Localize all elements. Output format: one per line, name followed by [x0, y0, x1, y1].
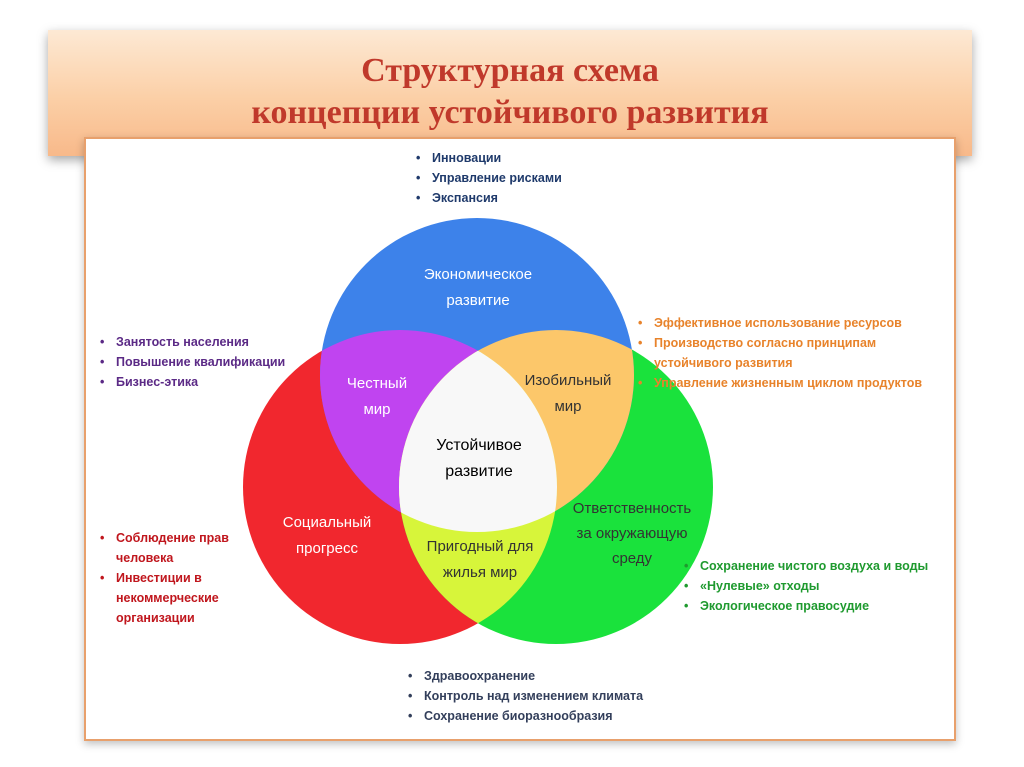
fair-world-notes-list	[96, 332, 285, 392]
list-item: • Инновации	[412, 148, 562, 168]
list-item: • Сохранение чистого воздуха и воды	[680, 556, 940, 576]
center-label-1: Устойчивое	[436, 437, 522, 454]
abundant-world-notes-list	[634, 313, 954, 393]
fair-world-label-2: мир	[363, 401, 391, 418]
livable-world-label-2: жилья мир	[442, 564, 518, 581]
social-label-2: прогресс	[296, 540, 358, 557]
list-item: • Управление рисками	[412, 168, 562, 188]
economic-label-2: развитие	[446, 292, 510, 309]
ecological-label-2: за окружающую	[576, 525, 688, 542]
list-item: • Управление жизненным циклом продуктов	[634, 373, 954, 393]
ecological-label-1: Ответственность	[572, 500, 692, 517]
list-item: • Инвестиции в некоммерческие организации	[96, 568, 266, 628]
economic-label-1: Экономическое	[423, 266, 533, 283]
social-label-1: Социальный	[282, 514, 372, 531]
list-item: • Производство согласно принципам устойчивого развития	[634, 333, 954, 373]
title-line-2: концепции устойчивого развития	[251, 94, 769, 131]
list-item: • Эффективное использование ресурсов	[634, 313, 954, 333]
abundant-world-label-2: мир	[554, 398, 582, 415]
center-label-2: развитие	[445, 463, 513, 480]
list-item: • Экологическое правосудие	[680, 596, 940, 616]
economic-notes-list	[412, 148, 562, 208]
abundant-world-label-1: Изобильный	[524, 372, 612, 389]
list-item: • Экспансия	[412, 188, 562, 208]
list-item: • Контроль над изменением климата	[404, 686, 643, 706]
livable-world-label-1: Пригодный для	[426, 538, 534, 555]
list-item: • Занятость населения	[96, 332, 285, 352]
list-item: • «Нулевые» отходы	[680, 576, 940, 596]
list-item: • Здравоохранение	[404, 666, 643, 686]
list-item: • Бизнес-этика	[96, 372, 285, 392]
title-line-1: Структурная схема	[361, 52, 659, 89]
list-item: • Сохранение биоразнообразия	[404, 706, 643, 726]
list-item: • Соблюдение прав человека	[96, 528, 266, 568]
social-notes-list	[96, 528, 266, 628]
list-item: • Повышение квалификации	[96, 352, 285, 372]
livable-world-notes-list	[404, 666, 643, 726]
ecological-notes-list	[680, 556, 940, 616]
fair-world-label-1: Честный	[346, 375, 408, 392]
ecological-label-3: среду	[611, 550, 653, 567]
